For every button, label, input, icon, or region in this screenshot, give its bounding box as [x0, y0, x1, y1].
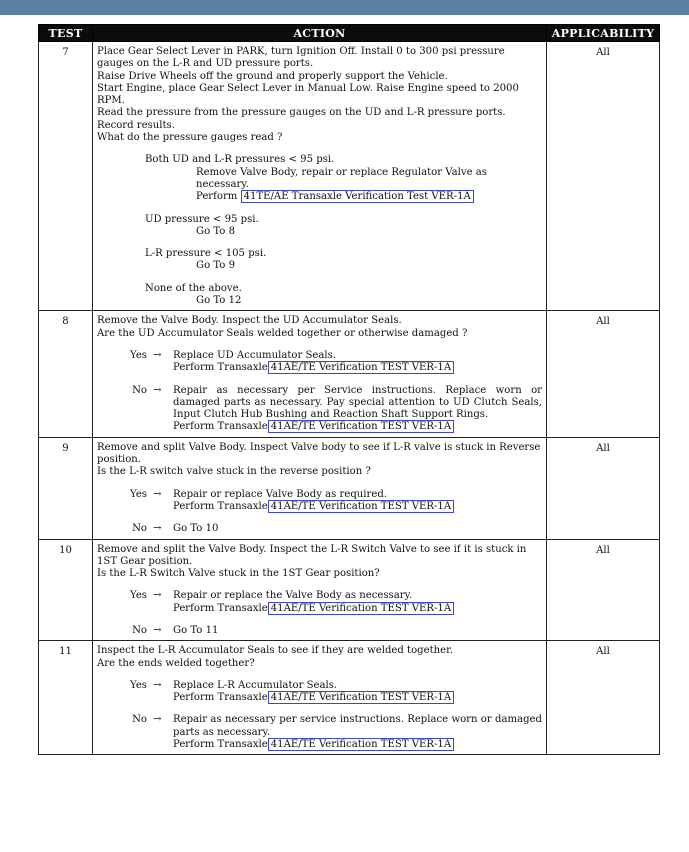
yes-label: Yes [130, 679, 147, 691]
yes-branch [97, 350, 542, 375]
goto-text: Go To 10 [173, 523, 219, 535]
branch-perform: Perform Transaxle 41AE/TE Verification TEST VER-1A [173, 501, 542, 513]
branch-perform: Perform Transaxle 41AE/TE Verification TEST VER-1A [173, 421, 542, 433]
step-text: Inspect the L-R Accumulator Seals to see if they are welded together. [97, 645, 454, 657]
goto-text: Go To 8 [196, 225, 236, 237]
verification-test-link[interactable]: 41TE/AE Transaxle Verification Test VER-1A [241, 190, 474, 203]
step-text: Remove and split the Valve Body. Inspect the L-R Switch Valve to see if it is stuck in 1ST Gear position. [97, 543, 527, 567]
yes-label: Yes [130, 590, 147, 602]
yes-label: Yes [130, 349, 147, 361]
arrow-right-icon: → [153, 488, 162, 500]
applicability-cell: All [547, 539, 660, 641]
branch-perform: Perform Transaxle 41AE/TE Verification TEST VER-1A [173, 362, 542, 374]
header-test: TEST [39, 25, 93, 42]
step-text: Remove the Valve Body. Inspect the UD Accumulator Seals. [97, 315, 402, 327]
action-cell [93, 311, 547, 437]
no-branch [97, 714, 542, 751]
table-row [39, 539, 660, 641]
arrow-right-icon: → [153, 624, 162, 636]
test-number: 7 [39, 42, 93, 311]
step-text: Is the L-R switch valve stuck in the reverse position ? [97, 466, 371, 478]
step-text: Place Gear Select Lever in PARK, turn Ignition Off. Install 0 to 300 psi pressure gauges on the L-R and UD pressure ports. [97, 46, 505, 70]
step-text: Is the L-R Switch Valve stuck in the 1ST Gear position? [97, 568, 380, 580]
table-row [39, 42, 660, 311]
verification-test-link[interactable]: 41AE/TE Verification TEST VER-1A [268, 691, 454, 704]
yes-branch [97, 680, 542, 705]
applicability-cell: All [547, 42, 660, 311]
test-number: 11 [39, 641, 93, 755]
arrow-right-icon: → [153, 679, 162, 691]
step-text: Raise Drive Wheels off the ground and properly support the Vehicle. [97, 70, 448, 82]
branch-action: Replace L-R Accumulator Seals. [173, 679, 338, 691]
table-row [39, 641, 660, 755]
applicability-cell: All [547, 311, 660, 437]
verification-test-link[interactable]: 41AE/TE Verification TEST VER-1A [268, 361, 454, 374]
verification-test-link[interactable]: 41AE/TE Verification TEST VER-1A [268, 420, 454, 433]
no-branch [97, 385, 542, 434]
branch-action: Repair or replace Valve Body as required. [173, 488, 387, 500]
branch-perform: Perform Transaxle 41AE/TE Verification TEST VER-1A [173, 739, 542, 751]
table-row [39, 437, 660, 539]
action-cell [93, 437, 547, 539]
test-number: 10 [39, 539, 93, 641]
option-perform: Perform 41TE/AE Transaxle Verification Test VER-1A [97, 191, 542, 203]
arrow-right-icon: → [153, 384, 162, 396]
branch-perform: Perform Transaxle 41AE/TE Verification TEST VER-1A [173, 692, 542, 704]
step-text: Remove and split Valve Body. Inspect Valve body to see if L-R valve is stuck in Reverse position. [97, 441, 541, 466]
no-label: No [132, 624, 147, 636]
table-header-row [39, 25, 660, 42]
action-cell [93, 641, 547, 755]
top-bar [0, 0, 689, 15]
no-branch [97, 625, 542, 637]
arrow-right-icon: → [153, 590, 162, 602]
header-applicability: APPLICABILITY [547, 25, 660, 42]
verification-test-link[interactable]: 41AE/TE Verification TEST VER-1A [268, 738, 454, 751]
goto-text: Go To 12 [196, 295, 242, 307]
option-condition: Both UD and L-R pressures < 95 psi. [145, 154, 335, 166]
step-text: What do the pressure gauges read ? [97, 132, 283, 144]
arrow-right-icon: → [153, 523, 162, 535]
applicability-cell: All [547, 641, 660, 755]
diagnostic-table [38, 24, 660, 755]
step-text: Start Engine, place Gear Select Lever in Manual Low. Raise Engine speed to 2000 RPM. [97, 82, 519, 107]
yes-branch [97, 489, 542, 514]
step-text: Are the UD Accumulator Seals welded together or otherwise damaged ? [97, 327, 468, 339]
branch-perform: Perform Transaxle 41AE/TE Verification TEST VER-1A [173, 603, 542, 615]
arrow-right-icon: → [153, 349, 162, 361]
action-cell [93, 539, 547, 641]
no-branch [97, 523, 542, 535]
verification-test-link[interactable]: 41AE/TE Verification TEST VER-1A [268, 602, 454, 615]
branch-action: Repair as necessary per service instructions. Replace worn or damaged parts as necessary. [173, 714, 542, 738]
no-label: No [132, 523, 147, 535]
step-text: Are the ends welded together? [97, 657, 255, 669]
option-condition: L-R pressure < 105 psi. [145, 248, 267, 260]
option-action: Remove Valve Body, repair or replace Regulator Valve as necessary. [196, 166, 487, 190]
action-cell [93, 42, 547, 311]
applicability-cell: All [547, 437, 660, 539]
goto-text: Go To 11 [173, 624, 219, 636]
yes-label: Yes [130, 488, 147, 500]
table-row [39, 311, 660, 437]
verification-test-link[interactable]: 41AE/TE Verification TEST VER-1A [268, 500, 454, 513]
branch-action: Replace UD Accumulator Seals. [173, 349, 337, 361]
no-label: No [132, 714, 147, 726]
no-label: No [132, 384, 147, 396]
yes-branch [97, 590, 542, 615]
option-condition: None of the above. [145, 282, 242, 294]
test-number: 8 [39, 311, 93, 437]
arrow-right-icon: → [153, 714, 162, 726]
step-text: Read the pressure from the pressure gauges on the UD and L-R pressure ports. Record results. [97, 107, 506, 131]
branch-action: Repair as necessary per Service instructions. Replace worn or damaged parts as necessary. Pay special attention to UD Clutch Seals, Input Clutch Hub Bushing and Reaction Shaft Support Rings. [173, 384, 542, 421]
test-number: 9 [39, 437, 93, 539]
option-condition: UD pressure < 95 psi. [145, 213, 259, 225]
branch-action: Repair or replace the Valve Body as necessary. [173, 590, 413, 602]
header-action: ACTION [93, 25, 547, 42]
goto-text: Go To 9 [196, 260, 236, 272]
